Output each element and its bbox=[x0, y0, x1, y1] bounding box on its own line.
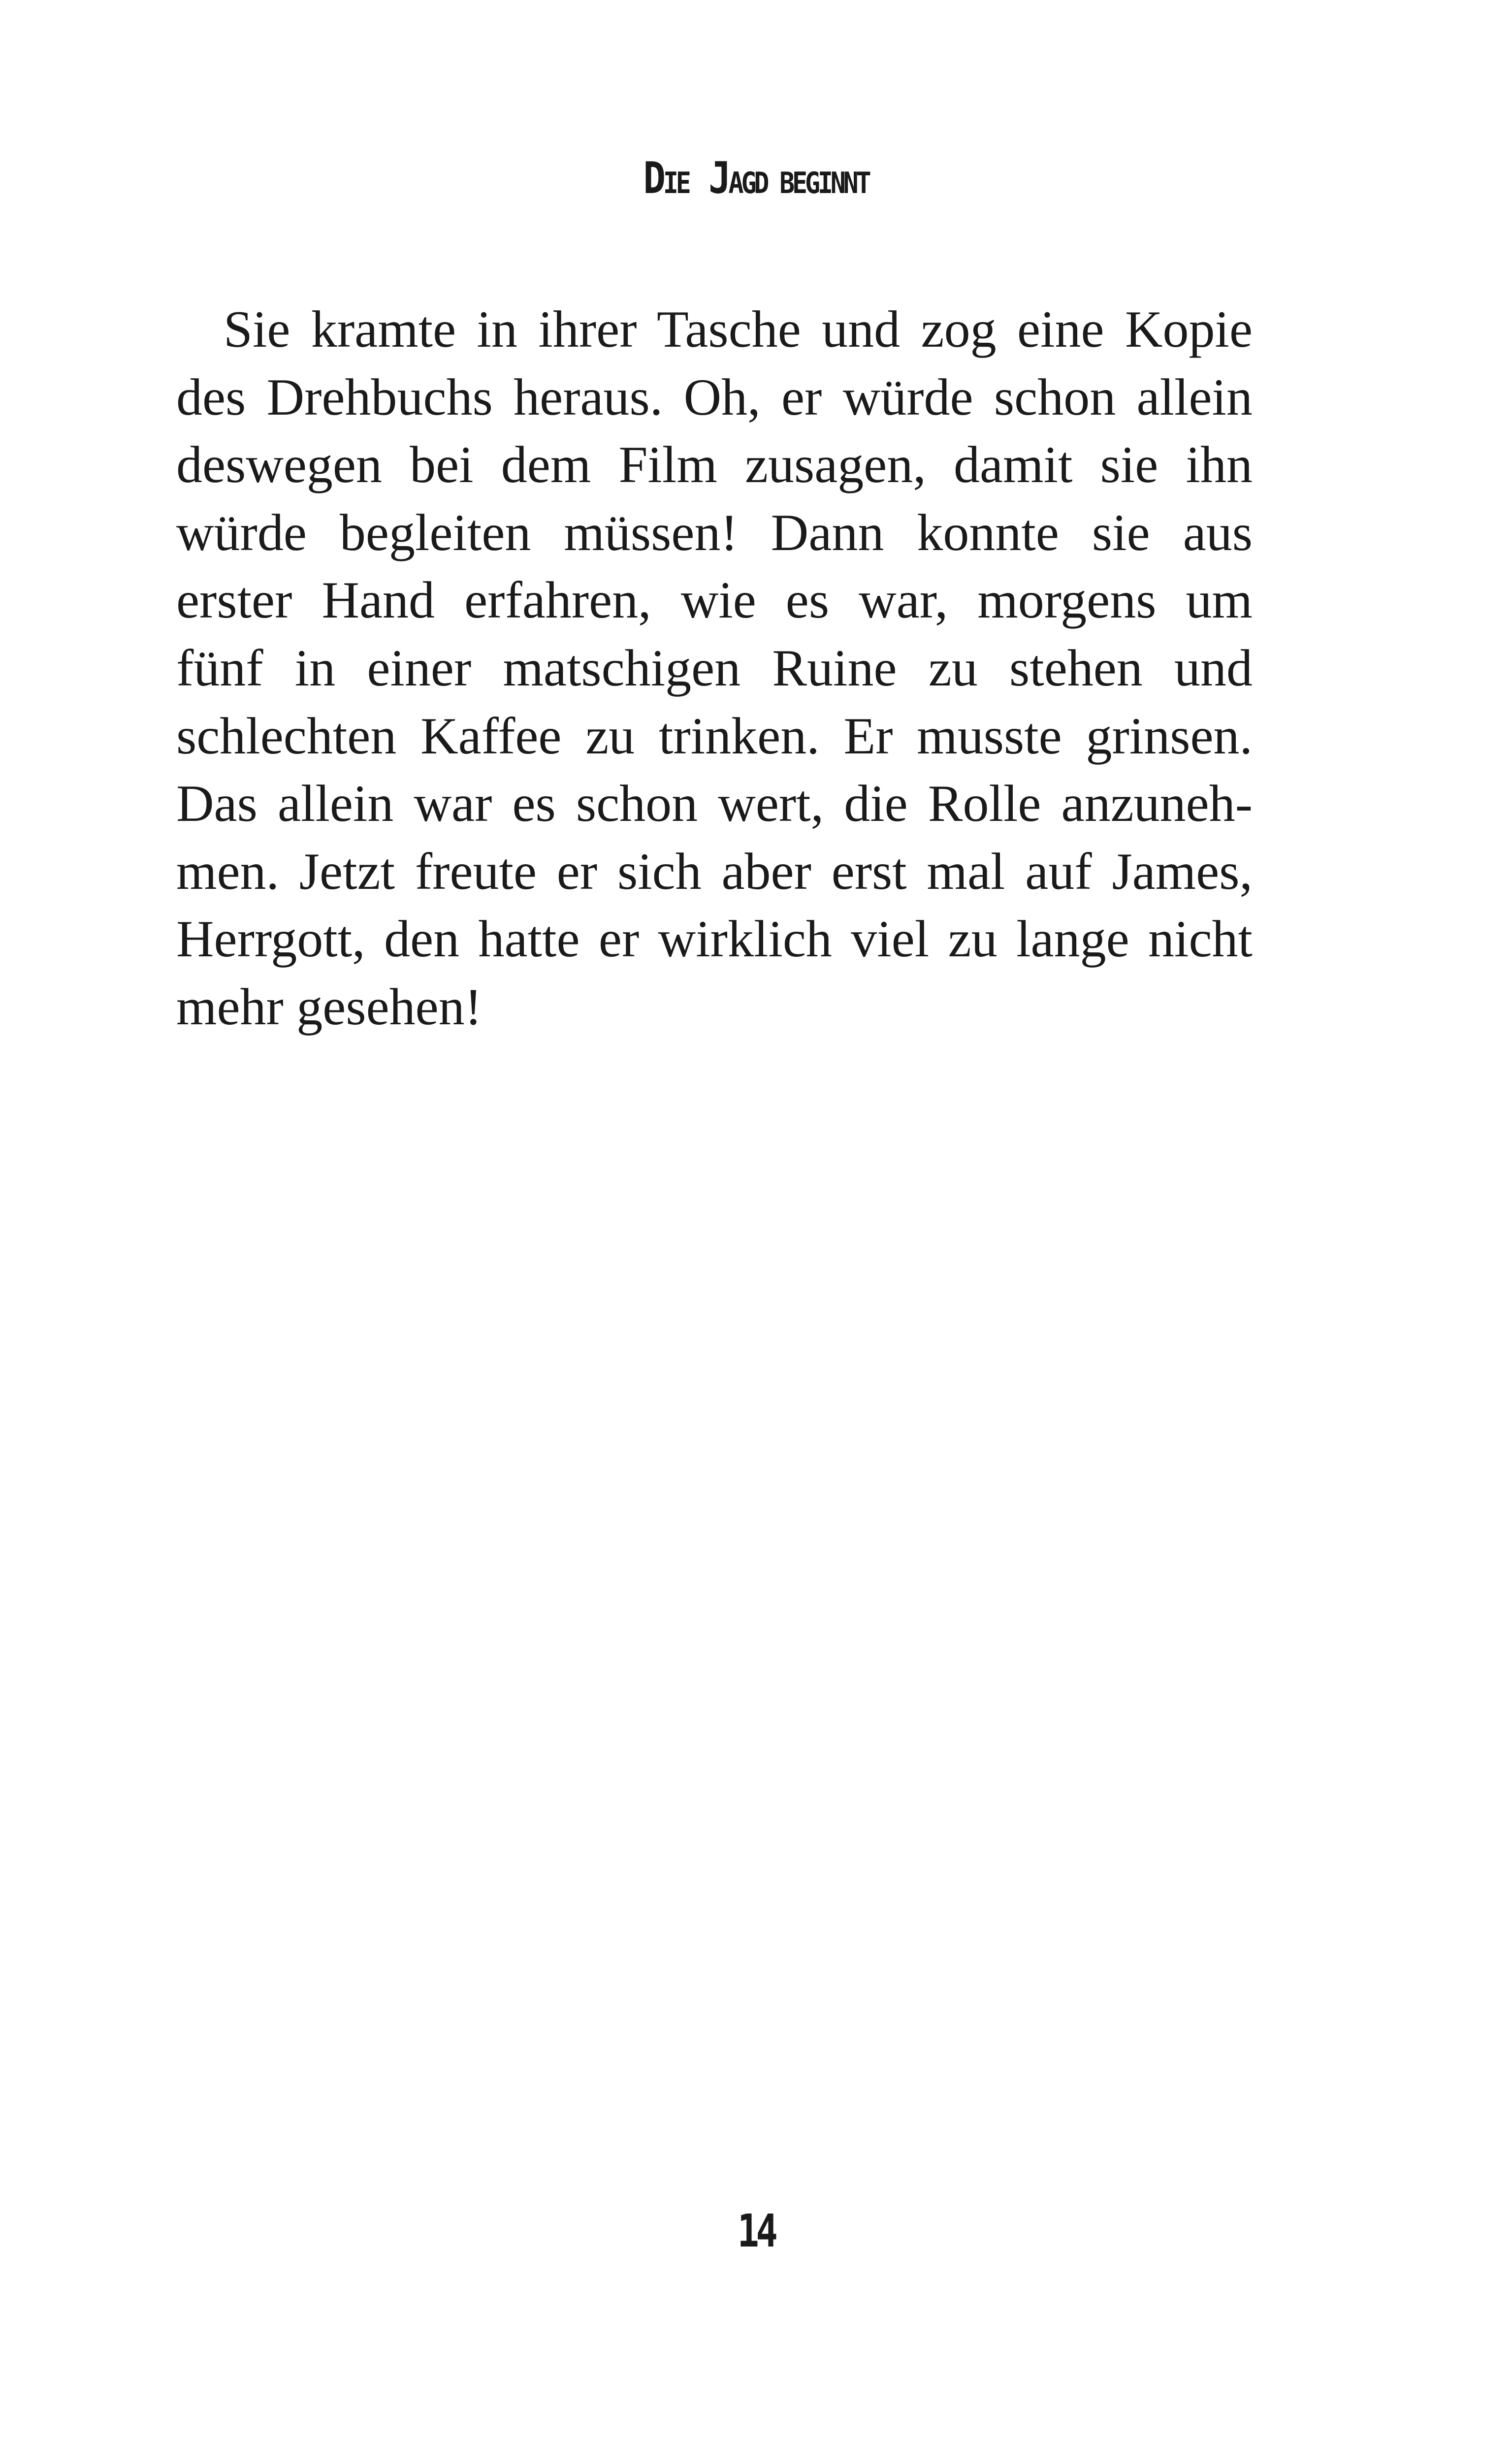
text-line: mehr gesehen! bbox=[176, 977, 482, 1036]
text-line: erster Hand erfahren, wie es war, morgens um bbox=[176, 571, 1253, 629]
running-head bbox=[106, 153, 1406, 203]
text-line: deswegen bei dem Film zusagen, damit sie ihn bbox=[176, 436, 1253, 494]
text-line: des Drehbuchs heraus. Oh, er würde schon allein bbox=[176, 368, 1253, 426]
body-paragraph bbox=[176, 295, 1253, 1041]
text-line: würde begleiten müssen! Dann konnte sie aus bbox=[176, 503, 1253, 561]
page-number: 14 bbox=[737, 2205, 775, 2257]
running-head-word-1: IE bbox=[663, 166, 689, 200]
running-head-cap-j: J bbox=[708, 153, 729, 203]
text-line: Sie kramte in ihrer Tasche und zog eine Kopie bbox=[224, 300, 1253, 358]
running-head-cap-d: D bbox=[643, 153, 663, 203]
text-line: Das allein war es schon wert, die Rolle anzuneh- bbox=[176, 775, 1253, 833]
text-line: schlechten Kaffee zu trinken. Er musste grinsen. bbox=[176, 707, 1253, 765]
text-line: men. Jetzt freute er sich aber erst mal auf James, bbox=[176, 842, 1253, 900]
text-line: Herrgott, den hatte er wirklich viel zu lange nicht bbox=[176, 910, 1253, 968]
text-line: fünf in einer matschigen Ruine zu stehen und bbox=[176, 639, 1253, 697]
running-head-word-2: AGD BEGINNT bbox=[728, 166, 869, 200]
